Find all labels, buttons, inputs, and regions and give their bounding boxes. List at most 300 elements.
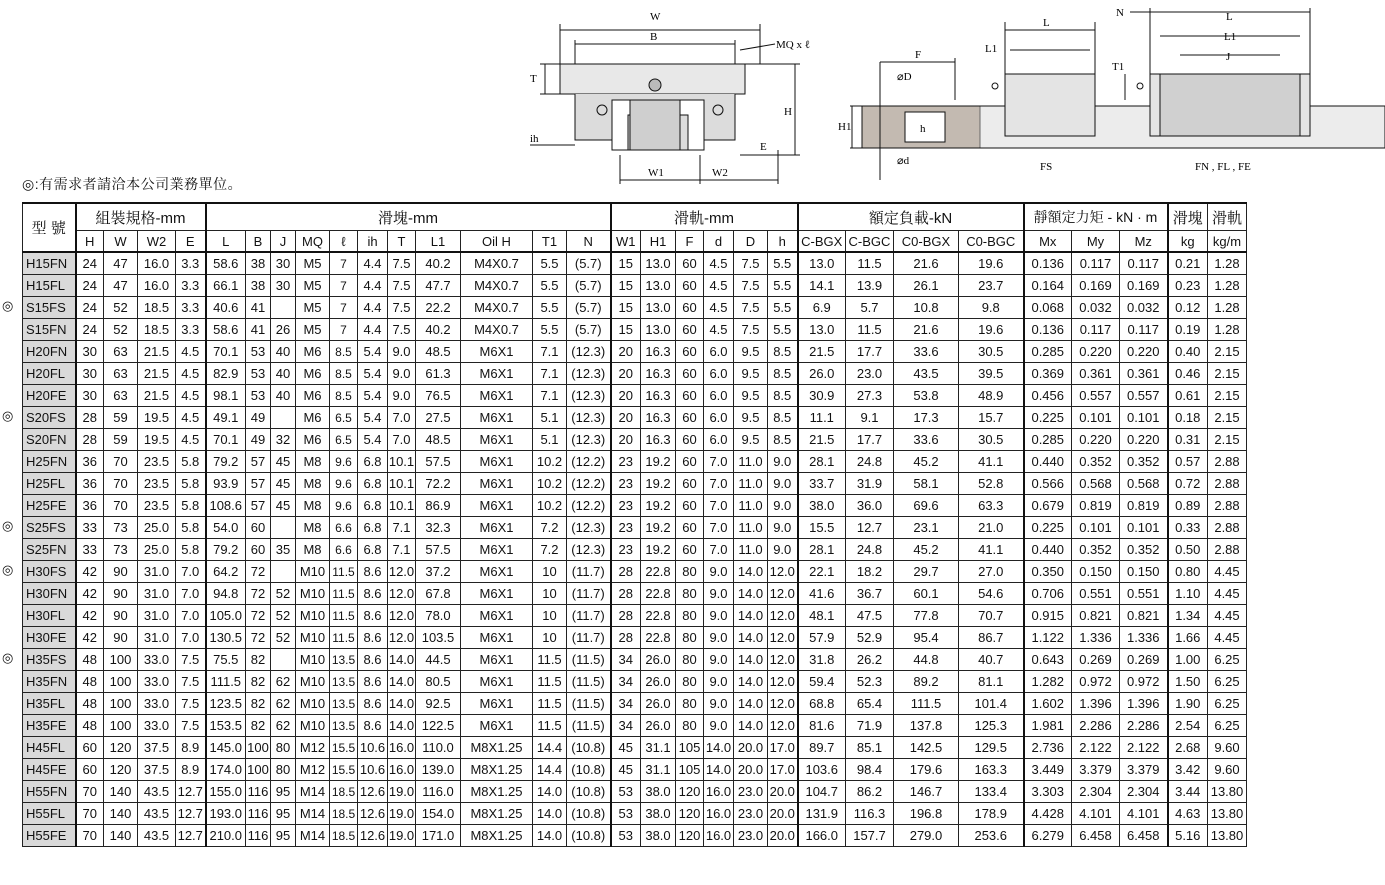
- sub-header-row: [23, 231, 1247, 253]
- value-cell: 57: [246, 451, 271, 473]
- value-cell: 3.3: [176, 319, 206, 341]
- value-cell: 49.1: [206, 407, 246, 429]
- subheader-cell: D: [734, 231, 768, 253]
- value-cell: (10.8): [567, 759, 611, 781]
- value-cell: 53.8: [894, 385, 959, 407]
- value-cell: 120: [676, 825, 704, 847]
- value-cell: 10.6: [358, 759, 388, 781]
- value-cell: 4.45: [1208, 561, 1247, 583]
- value-cell: 52: [104, 319, 138, 341]
- value-cell: 1.336: [1072, 627, 1120, 649]
- value-cell: (11.7): [567, 627, 611, 649]
- value-cell: 7.5: [388, 319, 416, 341]
- value-cell: 22.8: [641, 561, 676, 583]
- spec-table-body: [23, 252, 1247, 847]
- value-cell: M6X1: [461, 605, 533, 627]
- value-cell: 8.5: [768, 363, 798, 385]
- value-cell: 53: [246, 363, 271, 385]
- subheader-cell: Oil H: [461, 231, 533, 253]
- value-cell: 52: [271, 605, 296, 627]
- value-cell: 31.9: [846, 473, 894, 495]
- value-cell: 60.1: [894, 583, 959, 605]
- value-cell: 0.821: [1072, 605, 1120, 627]
- value-cell: 31.1: [641, 759, 676, 781]
- value-cell: 38.0: [798, 495, 846, 517]
- value-cell: 5.5: [768, 319, 798, 341]
- value-cell: 100: [246, 737, 271, 759]
- value-cell: 0.150: [1072, 561, 1120, 583]
- value-cell: 0.117: [1120, 252, 1168, 275]
- header-moment: 靜額定力矩 - kN · m: [1024, 203, 1168, 231]
- value-cell: 80: [676, 583, 704, 605]
- value-cell: 6.0: [704, 429, 734, 451]
- value-cell: 2.286: [1120, 715, 1168, 737]
- value-cell: 36.0: [846, 495, 894, 517]
- model-cell: H15FL: [23, 275, 76, 297]
- value-cell: 49: [246, 429, 271, 451]
- value-cell: 19.0: [388, 825, 416, 847]
- value-cell: 16.3: [641, 407, 676, 429]
- value-cell: (11.7): [567, 561, 611, 583]
- value-cell: 68.8: [798, 693, 846, 715]
- value-cell: 21.0: [959, 517, 1024, 539]
- value-cell: 12.0: [768, 715, 798, 737]
- value-cell: 0.101: [1120, 407, 1168, 429]
- value-cell: (11.5): [567, 693, 611, 715]
- value-cell: 30: [271, 275, 296, 297]
- value-cell: 12.0: [388, 561, 416, 583]
- value-cell: 5.16: [1168, 825, 1208, 847]
- value-cell: 40.7: [959, 649, 1024, 671]
- value-cell: 0.285: [1024, 429, 1072, 451]
- value-cell: 0.352: [1120, 539, 1168, 561]
- value-cell: 7.1: [533, 385, 567, 407]
- value-cell: 7.1: [533, 363, 567, 385]
- value-cell: 89.7: [798, 737, 846, 759]
- value-cell: M14: [296, 803, 330, 825]
- value-cell: 25.0: [138, 517, 176, 539]
- value-cell: (10.8): [567, 737, 611, 759]
- value-cell: 4.5: [704, 275, 734, 297]
- value-cell: 0.972: [1120, 671, 1168, 693]
- value-cell: 104.7: [798, 781, 846, 803]
- value-cell: 16.0: [138, 275, 176, 297]
- value-cell: 33: [76, 539, 104, 561]
- subheader-cell: J: [271, 231, 296, 253]
- value-cell: 20: [611, 429, 641, 451]
- value-cell: 52: [271, 627, 296, 649]
- value-cell: 24.8: [846, 539, 894, 561]
- value-cell: (11.7): [567, 605, 611, 627]
- value-cell: 1.981: [1024, 715, 1072, 737]
- value-cell: 8.5: [768, 341, 798, 363]
- availability-mark: ◎: [2, 298, 14, 314]
- value-cell: 80: [271, 759, 296, 781]
- value-cell: 0.568: [1072, 473, 1120, 495]
- value-cell: 3.303: [1024, 781, 1072, 803]
- value-cell: 2.736: [1024, 737, 1072, 759]
- value-cell: 48.5: [416, 341, 461, 363]
- value-cell: 105.0: [206, 605, 246, 627]
- value-cell: 14.0: [388, 715, 416, 737]
- value-cell: 7.5: [388, 252, 416, 275]
- value-cell: 62: [271, 715, 296, 737]
- note-text: :有需求者請洽本公司業務單位。: [34, 176, 243, 192]
- value-cell: 26.0: [641, 715, 676, 737]
- value-cell: 23.1: [894, 517, 959, 539]
- note-symbol: ◎: [22, 177, 35, 193]
- value-cell: [271, 297, 296, 319]
- value-cell: 2.88: [1208, 473, 1247, 495]
- value-cell: 13.5: [330, 671, 358, 693]
- value-cell: 0.068: [1024, 297, 1072, 319]
- value-cell: M8: [296, 517, 330, 539]
- value-cell: 8.6: [358, 693, 388, 715]
- value-cell: 157.7: [846, 825, 894, 847]
- value-cell: 18.2: [846, 561, 894, 583]
- value-cell: 110.0: [416, 737, 461, 759]
- value-cell: M8X1.25: [461, 803, 533, 825]
- value-cell: 23.5: [138, 495, 176, 517]
- value-cell: M10: [296, 715, 330, 737]
- table-row: [23, 605, 1247, 627]
- value-cell: 13.0: [641, 275, 676, 297]
- value-cell: 79.2: [206, 539, 246, 561]
- value-cell: M6X1: [461, 407, 533, 429]
- value-cell: 24: [76, 252, 104, 275]
- model-cell: H55FL: [23, 803, 76, 825]
- value-cell: 120: [104, 759, 138, 781]
- value-cell: 24: [76, 297, 104, 319]
- value-cell: (5.7): [567, 275, 611, 297]
- value-cell: 41.6: [798, 583, 846, 605]
- value-cell: M6: [296, 385, 330, 407]
- value-cell: 60: [676, 473, 704, 495]
- table-row: [23, 495, 1247, 517]
- value-cell: 0.032: [1072, 297, 1120, 319]
- value-cell: 0.551: [1072, 583, 1120, 605]
- value-cell: 62: [271, 693, 296, 715]
- value-cell: [271, 407, 296, 429]
- value-cell: 10.2: [533, 495, 567, 517]
- value-cell: 13.5: [330, 693, 358, 715]
- technical-drawings: [0, 0, 1385, 200]
- table-row: [23, 803, 1247, 825]
- value-cell: 10: [533, 627, 567, 649]
- value-cell: 9.0: [704, 605, 734, 627]
- value-cell: 8.6: [358, 671, 388, 693]
- value-cell: 9.0: [768, 473, 798, 495]
- value-cell: M8X1.25: [461, 737, 533, 759]
- value-cell: 7.2: [533, 517, 567, 539]
- table-row: [23, 649, 1247, 671]
- value-cell: 130.5: [206, 627, 246, 649]
- subheader-cell: Mz: [1120, 231, 1168, 253]
- value-cell: M6X1: [461, 649, 533, 671]
- value-cell: 0.819: [1072, 495, 1120, 517]
- value-cell: M5: [296, 275, 330, 297]
- value-cell: 0.164: [1024, 275, 1072, 297]
- value-cell: 7.1: [388, 517, 416, 539]
- value-cell: 26.2: [846, 649, 894, 671]
- subheader-cell: d: [704, 231, 734, 253]
- value-cell: 38: [246, 275, 271, 297]
- value-cell: 4.63: [1168, 803, 1208, 825]
- value-cell: 48.9: [959, 385, 1024, 407]
- value-cell: 11.5: [533, 671, 567, 693]
- value-cell: 100: [104, 715, 138, 737]
- value-cell: 40.6: [206, 297, 246, 319]
- value-cell: 0.117: [1072, 252, 1120, 275]
- value-cell: 41: [246, 297, 271, 319]
- value-cell: 163.3: [959, 759, 1024, 781]
- value-cell: 4.5: [176, 341, 206, 363]
- table-row: [23, 539, 1247, 561]
- value-cell: 15: [611, 252, 641, 275]
- value-cell: 23.0: [734, 781, 768, 803]
- value-cell: 6.0: [704, 385, 734, 407]
- value-cell: 14.0: [734, 671, 768, 693]
- model-cell: H25FL: [23, 473, 76, 495]
- value-cell: M6: [296, 429, 330, 451]
- value-cell: 20.0: [768, 803, 798, 825]
- value-cell: 23.7: [959, 275, 1024, 297]
- value-cell: 8.6: [358, 715, 388, 737]
- value-cell: 6.8: [358, 473, 388, 495]
- value-cell: 0.33: [1168, 517, 1208, 539]
- value-cell: 7.0: [176, 583, 206, 605]
- value-cell: 210.0: [206, 825, 246, 847]
- label-H: H: [784, 106, 792, 118]
- value-cell: 9.5: [734, 363, 768, 385]
- model-cell: S20FN: [23, 429, 76, 451]
- value-cell: 58.6: [206, 319, 246, 341]
- value-cell: 253.6: [959, 825, 1024, 847]
- value-cell: 70.1: [206, 341, 246, 363]
- value-cell: 81.6: [798, 715, 846, 737]
- value-cell: 5.4: [358, 363, 388, 385]
- value-cell: 57.5: [416, 451, 461, 473]
- value-cell: 2.304: [1120, 781, 1168, 803]
- subheader-cell: H: [76, 231, 104, 253]
- value-cell: 11.5: [846, 319, 894, 341]
- value-cell: 58.6: [206, 252, 246, 275]
- value-cell: 70: [104, 451, 138, 473]
- value-cell: 3.379: [1072, 759, 1120, 781]
- value-cell: 18.5: [330, 825, 358, 847]
- value-cell: 7: [330, 297, 358, 319]
- value-cell: 21.6: [894, 252, 959, 275]
- value-cell: 93.9: [206, 473, 246, 495]
- value-cell: (11.5): [567, 715, 611, 737]
- subheader-cell: My: [1072, 231, 1120, 253]
- value-cell: 13.80: [1208, 803, 1247, 825]
- value-cell: 34: [611, 671, 641, 693]
- model-cell: H55FN: [23, 781, 76, 803]
- subheader-cell: kg/m: [1208, 231, 1247, 253]
- value-cell: 6.0: [704, 407, 734, 429]
- value-cell: 7.5: [734, 252, 768, 275]
- value-cell: 52.9: [846, 627, 894, 649]
- value-cell: 13.80: [1208, 825, 1247, 847]
- value-cell: 18.5: [330, 803, 358, 825]
- value-cell: 0.269: [1072, 649, 1120, 671]
- value-cell: 103.5: [416, 627, 461, 649]
- value-cell: 60: [676, 407, 704, 429]
- value-cell: 5.5: [768, 275, 798, 297]
- value-cell: 7.5: [734, 275, 768, 297]
- subheader-cell: W: [104, 231, 138, 253]
- value-cell: 4.5: [704, 297, 734, 319]
- value-cell: 23: [611, 473, 641, 495]
- value-cell: 38.0: [641, 803, 676, 825]
- value-cell: 37.2: [416, 561, 461, 583]
- value-cell: M6X1: [461, 495, 533, 517]
- value-cell: (5.7): [567, 319, 611, 341]
- value-cell: 14.0: [734, 649, 768, 671]
- value-cell: 122.5: [416, 715, 461, 737]
- value-cell: 6.6: [330, 539, 358, 561]
- subheader-cell: T1: [533, 231, 567, 253]
- value-cell: 9.60: [1208, 759, 1247, 781]
- value-cell: 1.28: [1208, 297, 1247, 319]
- value-cell: 92.5: [416, 693, 461, 715]
- value-cell: 43.5: [138, 803, 176, 825]
- value-cell: 2.88: [1208, 539, 1247, 561]
- subheader-cell: ih: [358, 231, 388, 253]
- value-cell: 40: [271, 341, 296, 363]
- value-cell: 60: [676, 252, 704, 275]
- value-cell: [271, 517, 296, 539]
- value-cell: M4X0.7: [461, 319, 533, 341]
- value-cell: 0.101: [1072, 517, 1120, 539]
- value-cell: 40.2: [416, 252, 461, 275]
- value-cell: 15.7: [959, 407, 1024, 429]
- value-cell: 5.5: [533, 297, 567, 319]
- value-cell: 12.0: [388, 583, 416, 605]
- value-cell: 0.23: [1168, 275, 1208, 297]
- value-cell: 23: [611, 517, 641, 539]
- value-cell: 45.2: [894, 451, 959, 473]
- value-cell: 0.169: [1120, 275, 1168, 297]
- value-cell: 57.5: [416, 539, 461, 561]
- value-cell: 3.3: [176, 252, 206, 275]
- value-cell: M6X1: [461, 583, 533, 605]
- value-cell: 36: [76, 451, 104, 473]
- value-cell: 24: [76, 319, 104, 341]
- value-cell: M6X1: [461, 561, 533, 583]
- value-cell: 0.972: [1072, 671, 1120, 693]
- value-cell: 7.0: [704, 451, 734, 473]
- value-cell: 41.1: [959, 451, 1024, 473]
- value-cell: 60: [76, 737, 104, 759]
- value-cell: M5: [296, 297, 330, 319]
- value-cell: 95: [271, 781, 296, 803]
- value-cell: 0.440: [1024, 451, 1072, 473]
- table-row: [23, 341, 1247, 363]
- availability-mark: ◎: [2, 650, 14, 666]
- value-cell: M6X1: [461, 517, 533, 539]
- value-cell: 13.5: [330, 715, 358, 737]
- value-cell: 53: [611, 781, 641, 803]
- value-cell: 0.557: [1120, 385, 1168, 407]
- value-cell: 48.1: [798, 605, 846, 627]
- value-cell: 4.101: [1072, 803, 1120, 825]
- label-FN-FL-FE: FN , FL , FE: [1195, 161, 1251, 173]
- value-cell: 22.8: [641, 583, 676, 605]
- value-cell: 7.5: [388, 297, 416, 319]
- value-cell: M8X1.25: [461, 781, 533, 803]
- value-cell: 2.88: [1208, 495, 1247, 517]
- value-cell: 23: [611, 495, 641, 517]
- value-cell: 82: [246, 693, 271, 715]
- value-cell: M10: [296, 649, 330, 671]
- value-cell: 63: [104, 363, 138, 385]
- model-cell: H45FE: [23, 759, 76, 781]
- value-cell: 2.88: [1208, 451, 1247, 473]
- model-cell: H30FS: [23, 561, 76, 583]
- value-cell: (12.2): [567, 473, 611, 495]
- value-cell: 14.0: [734, 561, 768, 583]
- value-cell: 14.0: [734, 715, 768, 737]
- value-cell: 4.5: [176, 385, 206, 407]
- value-cell: 111.5: [206, 671, 246, 693]
- value-cell: 42: [76, 583, 104, 605]
- value-cell: 0.352: [1072, 451, 1120, 473]
- value-cell: 7.0: [704, 473, 734, 495]
- value-cell: 15.5: [798, 517, 846, 539]
- value-cell: 23.0: [734, 803, 768, 825]
- value-cell: 7.2: [533, 539, 567, 561]
- value-cell: 7.0: [176, 561, 206, 583]
- value-cell: 80.5: [416, 671, 461, 693]
- value-cell: 19.5: [138, 429, 176, 451]
- value-cell: 33.7: [798, 473, 846, 495]
- value-cell: 94.8: [206, 583, 246, 605]
- value-cell: 9.5: [734, 407, 768, 429]
- value-cell: 49: [246, 407, 271, 429]
- value-cell: 22.1: [798, 561, 846, 583]
- value-cell: 80: [676, 715, 704, 737]
- label-L: L: [1043, 17, 1050, 29]
- value-cell: 13.0: [798, 319, 846, 341]
- label-W2: W2: [712, 167, 728, 179]
- value-cell: 0.136: [1024, 319, 1072, 341]
- subheader-cell: ℓ: [330, 231, 358, 253]
- value-cell: 5.1: [533, 429, 567, 451]
- value-cell: 0.269: [1120, 649, 1168, 671]
- value-cell: 20: [611, 385, 641, 407]
- value-cell: 6.8: [358, 495, 388, 517]
- value-cell: 85.1: [846, 737, 894, 759]
- value-cell: 7.5: [388, 275, 416, 297]
- value-cell: M6X1: [461, 363, 533, 385]
- value-cell: 53: [246, 341, 271, 363]
- value-cell: 1.602: [1024, 693, 1072, 715]
- value-cell: 11.5: [846, 252, 894, 275]
- value-cell: 45: [271, 473, 296, 495]
- value-cell: 111.5: [894, 693, 959, 715]
- value-cell: 7.0: [388, 429, 416, 451]
- value-cell: 48: [76, 693, 104, 715]
- model-cell: H25FN: [23, 451, 76, 473]
- value-cell: 22.8: [641, 605, 676, 627]
- model-cell: H45FL: [23, 737, 76, 759]
- value-cell: 16.0: [704, 781, 734, 803]
- value-cell: 155.0: [206, 781, 246, 803]
- value-cell: 1.10: [1168, 583, 1208, 605]
- value-cell: 9.6: [330, 495, 358, 517]
